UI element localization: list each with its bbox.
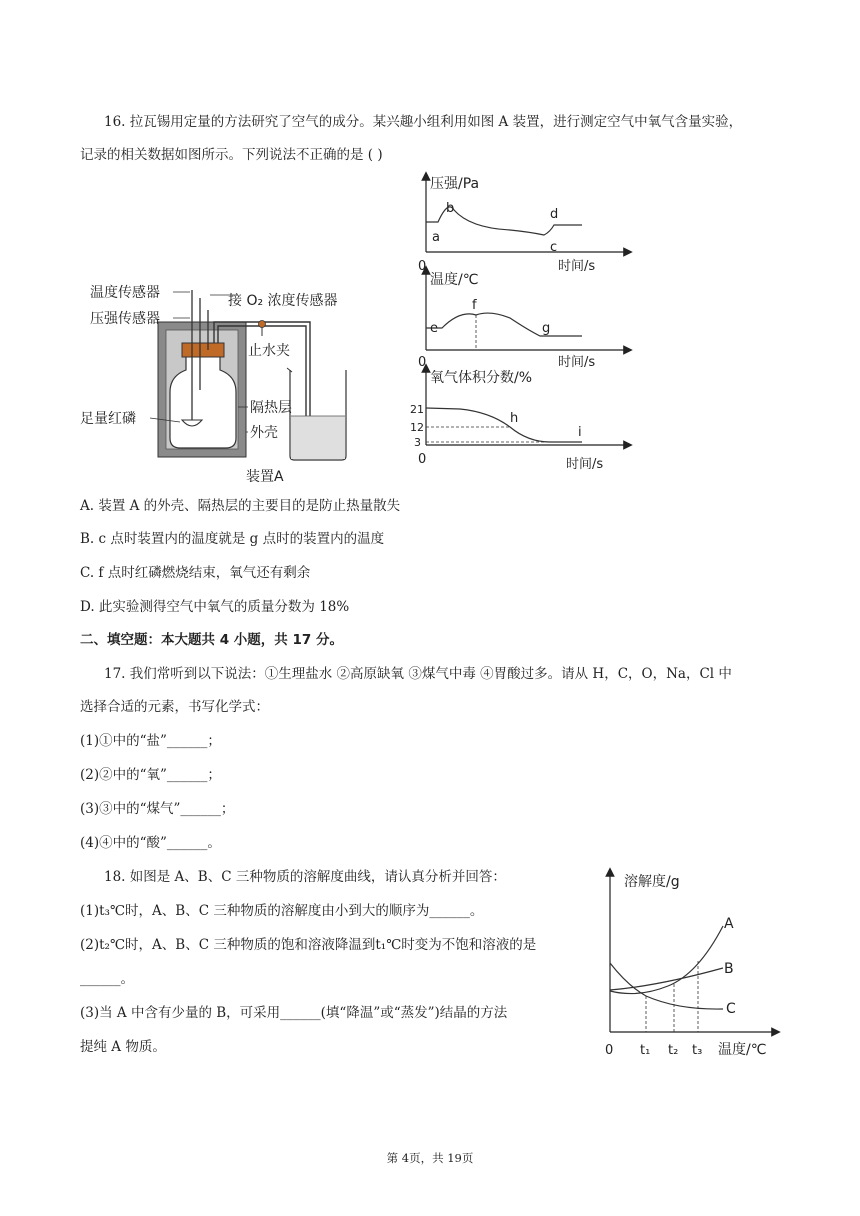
label-clamp: 止水夹 <box>248 343 290 359</box>
label-shell: 外壳 <box>250 425 278 441</box>
temp-curve <box>426 313 582 336</box>
clamp-icon <box>259 321 266 328</box>
point-e: e <box>430 321 438 336</box>
tick-t1: t₁ <box>640 1043 651 1058</box>
q18-part3a: (3)当 A 中含有少量的 B，可采用______(填“降温”或“蒸发”)结晶的方法 <box>80 1005 508 1021</box>
q16-option-c: C. f 点时红磷燃烧结束，氧气还有剩余 <box>80 565 311 581</box>
tick-t3: t₃ <box>692 1043 703 1058</box>
tick-3: 3 <box>414 436 421 449</box>
xlabel-3: 时间/s <box>566 457 604 472</box>
label-curve-c: C <box>726 1001 736 1017</box>
point-d: d <box>550 207 559 222</box>
page-footer: 第 4页，共 19页 <box>386 1151 474 1165</box>
q18-line1: 18. 如图是 A、B、C 三种物质的溶解度曲线，请认真分析并回答： <box>104 869 506 885</box>
q17-line1: 17. 我们常听到以下说法：①生理盐水 ②高原缺氧 ③煤气中毒 ④胃酸过多。请从 H，C，O，Na，Cl 中 <box>104 666 732 682</box>
label-insulation: 隔热层 <box>250 400 292 416</box>
tick-21: 21 <box>410 403 424 416</box>
q16-option-d: D. 此实验测得空气中氧气的质量分数为 18% <box>80 599 350 615</box>
origin-4: 0 <box>605 1043 614 1058</box>
xlabel-1: 时间/s <box>558 259 596 274</box>
origin-1: 0 <box>418 259 427 274</box>
point-f: f <box>472 298 477 313</box>
tick-t2: t₂ <box>668 1043 679 1058</box>
point-g: g <box>542 321 551 336</box>
q18-part2a: (2)t₂℃时，A、B、C 三种物质的饱和溶液降温到t₁℃时变为不饱和溶液的是 <box>80 937 537 953</box>
label-phosphorus: 足量红磷 <box>80 411 136 427</box>
q18-part2b: ______。 <box>80 971 134 987</box>
point-h: h <box>510 411 519 426</box>
section-heading: 二、填空题：本大题共 4 小题，共 17 分。 <box>80 632 343 648</box>
point-a: a <box>432 230 440 245</box>
label-curve-a: A <box>724 916 734 932</box>
q17-line2: 选择合适的元素，书写化学式： <box>80 699 269 715</box>
q16-stem-line2: 记录的相关数据如图所示。下列说法不正确的是 ( ) <box>80 147 383 163</box>
xlabel-2: 时间/s <box>558 355 596 370</box>
apparatus-stopper <box>182 343 224 357</box>
point-b: b <box>446 201 455 216</box>
q17-part2: (2)②中的“氧”______； <box>80 767 221 783</box>
solubility-curve-figure <box>598 866 784 1062</box>
q16-graphs <box>410 170 640 475</box>
label-o2-sensor: 接 O₂ 浓度传感器 <box>228 293 338 309</box>
origin-2: 0 <box>418 355 427 370</box>
solubility-xlabel: 温度/℃ <box>718 1042 767 1058</box>
q16-option-a: A. 装置 A 的外壳、隔热层的主要目的是防止热量散失 <box>80 498 401 514</box>
o2-curve <box>426 408 582 442</box>
apparatus-a-figure <box>78 270 378 490</box>
origin-3: 0 <box>418 452 427 467</box>
pressure-ylabel: 压强/Pa <box>430 176 480 192</box>
label-pressure-sensor: 压强传感器 <box>90 311 160 327</box>
q17-part3: (3)③中的“煤气”______； <box>80 801 235 817</box>
point-c: c <box>550 240 558 255</box>
temp-ylabel: 温度/℃ <box>430 272 479 288</box>
q18-part3b: 提纯 A 物质。 <box>80 1039 166 1055</box>
curve-a <box>610 926 723 994</box>
q17-part1: (1)①中的“盐”______； <box>80 733 221 749</box>
q16-stem-line1: 16. 拉瓦锡用定量的方法研究了空气的成分。某兴趣小组利用如图 A 装置，进行测定空气中氧气含量实验， <box>104 114 743 130</box>
q16-option-b: B. c 点时装置内的温度就是 g 点时的装置内的温度 <box>80 531 385 547</box>
solubility-ylabel: 溶解度/g <box>624 874 680 890</box>
apparatus-caption: 装置A <box>246 469 284 485</box>
q17-part4: (4)④中的“酸”______。 <box>80 835 221 851</box>
o2-ylabel: 氧气体积分数/% <box>430 370 533 386</box>
tick-12: 12 <box>410 421 424 434</box>
point-i: i <box>578 425 582 440</box>
q18-part1: (1)t₃℃时，A、B、C 三种物质的溶解度由小到大的顺序为______。 <box>80 903 484 919</box>
label-curve-b: B <box>724 961 734 977</box>
label-temp-sensor: 温度传感器 <box>90 285 160 301</box>
